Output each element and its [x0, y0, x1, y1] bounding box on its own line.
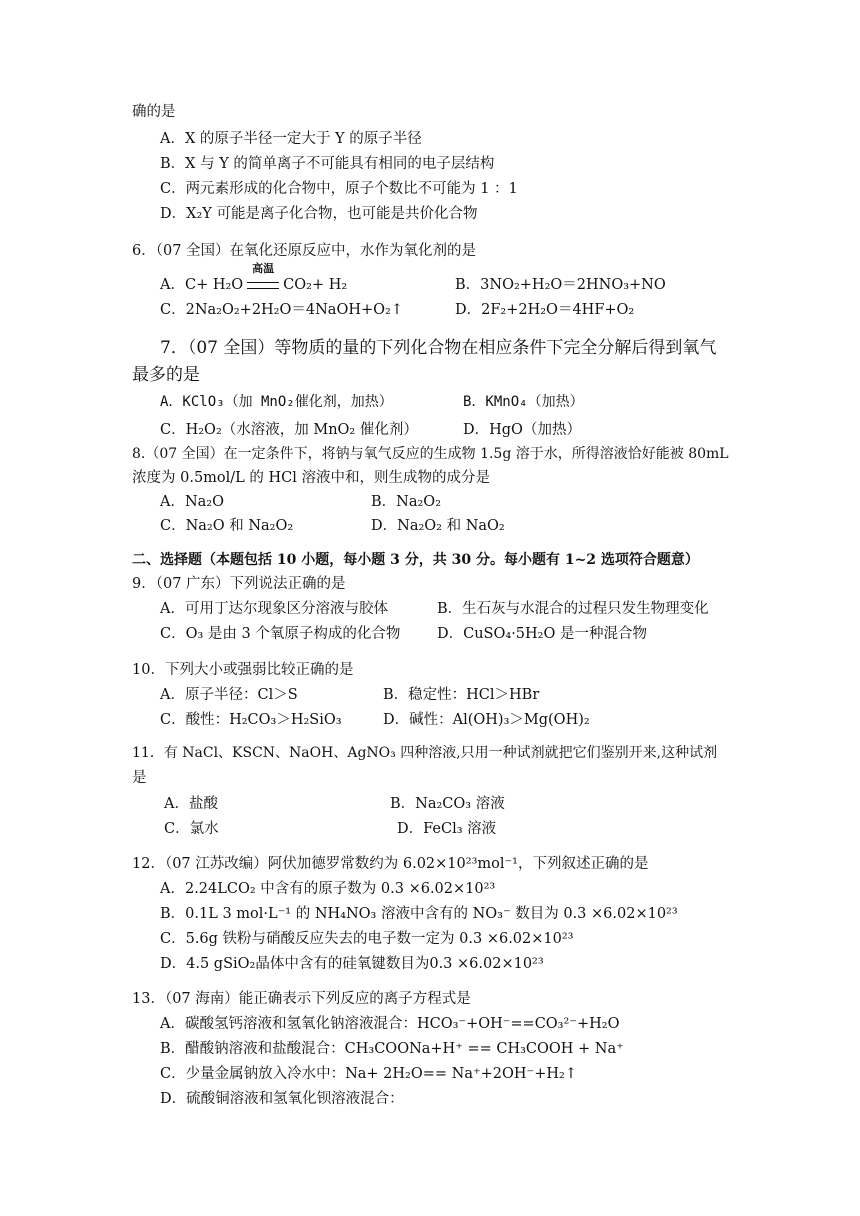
q5-continuation: 确的是	[132, 104, 176, 120]
q11-option-b: B．Na₂CO₃ 溶液	[390, 796, 505, 812]
q8-stem-line1: 8.（07 全国）在一定条件下，将钠与氧气反应的生成物 1.5g 溶于水，所得溶液恰好能被 80mL	[132, 446, 729, 462]
q13-option-d: D．硫酸铜溶液和氢氧化钡溶液混合：	[160, 1091, 404, 1107]
q5-option-a: A．X 的原子半径一定大于 Y 的原子半径	[160, 131, 422, 147]
q7-option-d: D．HgO（加热）	[463, 422, 581, 438]
q9-stem: 9．（07 广东）下列说法正确的是	[132, 576, 346, 592]
q12-option-d: D．4.5 gSiO₂晶体中含有的硅氧键数目为0.3 ×6.02×10²³	[160, 956, 544, 972]
q6-option-b: B．3NO₂+H₂O＝2HNO₃+NO	[455, 277, 666, 293]
q7-stem-line1: 7．（07 全国）等物质的量的下列化合物在相应条件下完全分解后得到氧气	[160, 338, 717, 358]
q13-option-b: B．醋酸钠溶液和盐酸混合：CH₃COONa+H⁺ == CH₃COOH + Na⁺	[160, 1041, 624, 1057]
q12-option-b: B．0.1L 3 mol·L⁻¹ 的 NH₄NO₃ 溶液中含有的 NO₃⁻ 数目为 0.3 ×6.02×10²³	[160, 906, 678, 922]
q10-option-a: A．原子半径：Cl＞S	[160, 687, 298, 703]
q9-option-b: B．生石灰与水混合的过程只发生物理变化	[437, 601, 709, 617]
q5-option-c: C．两元素形成的化合物中，原子个数比不可能为 1 ：1	[160, 181, 518, 197]
q9-option-c: C．O₃ 是由 3 个氧原子构成的化合物	[160, 626, 401, 642]
q8-option-d: D．Na₂O₂ 和 NaO₂	[371, 518, 505, 534]
q11-option-d: D．FeCl₃ 溶液	[397, 821, 497, 837]
q8-option-b: B．Na₂O₂	[371, 494, 442, 510]
q7-stem-line2: 最多的是	[132, 365, 200, 385]
q11-stem-line1: 11．有 NaCl、KSCN、NaOH、AgNO₃ 四种溶液,只用一种试剂就把它们鉴别开来,这种试剂	[132, 745, 718, 761]
q6-option-a	[160, 262, 348, 294]
q7-option-a: A．KClO₃（加 MnO₂催化剂，加热）	[160, 394, 393, 410]
q8-stem-line2: 浓度为 0.5mol/L 的 HCl 溶液中和，则生成物的成分是	[132, 470, 491, 486]
q11-option-c: C．氯水	[164, 821, 219, 837]
q5-option-b: B．X 与 Y 的简单离子不可能具有相同的电子层结构	[160, 156, 495, 172]
q10-stem: 10．下列大小或强弱比较正确的是	[132, 662, 354, 678]
q6-option-a-reactants: A．C+ H₂O	[160, 277, 244, 293]
q7-option-b: B．KMnO₄（加热）	[463, 394, 584, 410]
q10-option-c: C．酸性：H₂CO₃＞H₂SiO₃	[160, 712, 342, 728]
q12-option-c: C．5.6g 铁粉与硝酸反应失去的电子数一定为 0.3 ×6.02×10²³	[160, 931, 574, 947]
q9-option-d: D．CuSO₄·5H₂O 是一种混合物	[437, 626, 647, 642]
q11-option-a: A．盐酸	[164, 796, 218, 812]
q13-stem: 13．（07 海南）能正确表示下列反应的离子方程式是	[132, 991, 471, 1007]
q9-option-a: A．可用丁达尔现象区分溶液与胶体	[160, 601, 388, 617]
q11-stem-line2: 是	[132, 770, 147, 786]
q13-option-a: A．碳酸氢钙溶液和氢氧化钠溶液混合：HCO₃⁻+OH⁻==CO₃²⁻+H₂O	[160, 1016, 620, 1032]
q6-option-d: D．2F₂+2H₂O＝4HF+O₂	[455, 302, 635, 318]
q7-option-c: C．H₂O₂（水溶液，加 MnO₂ 催化剂）	[160, 422, 418, 438]
reaction-condition	[247, 262, 279, 294]
q8-option-a: A．Na₂O	[160, 494, 225, 510]
q5-option-d: D．X₂Y 可能是离子化合物，也可能是共价化合物	[160, 206, 478, 222]
q8-option-c: C．Na₂O 和 Na₂O₂	[160, 518, 294, 534]
q13-option-c: C．少量金属钠放入冷水中：Na+ 2H₂O== Na⁺+2OH⁻+H₂↑	[160, 1066, 577, 1082]
q6-option-a-products: CO₂+ H₂	[283, 277, 348, 293]
q6-option-c: C．2Na₂O₂+2H₂O＝4NaOH+O₂↑	[160, 302, 403, 318]
q6-stem: 6．（07 全国）在氧化还原反应中，水作为氧化剂的是	[132, 243, 477, 259]
q12-option-a: A．2.24LCO₂ 中含有的原子数为 0.3 ×6.02×10²³	[160, 881, 496, 897]
equals-sign	[247, 282, 279, 289]
q12-stem: 12．（07 江苏改编）阿伏加德罗常数约为 6.02×10²³mol⁻¹，下列叙述正确的是	[132, 856, 649, 872]
condition-label: 高温	[252, 262, 275, 275]
section-2-heading: 二、选择题（本题包括 10 小题，每小题 3 分，共 30 分。每小题有 1~2 选项符合题意）	[132, 552, 699, 568]
q10-option-b: B．稳定性：HCl＞HBr	[383, 687, 540, 703]
q10-option-d: D．碱性：Al(OH)₃＞Mg(OH)₂	[383, 712, 590, 728]
